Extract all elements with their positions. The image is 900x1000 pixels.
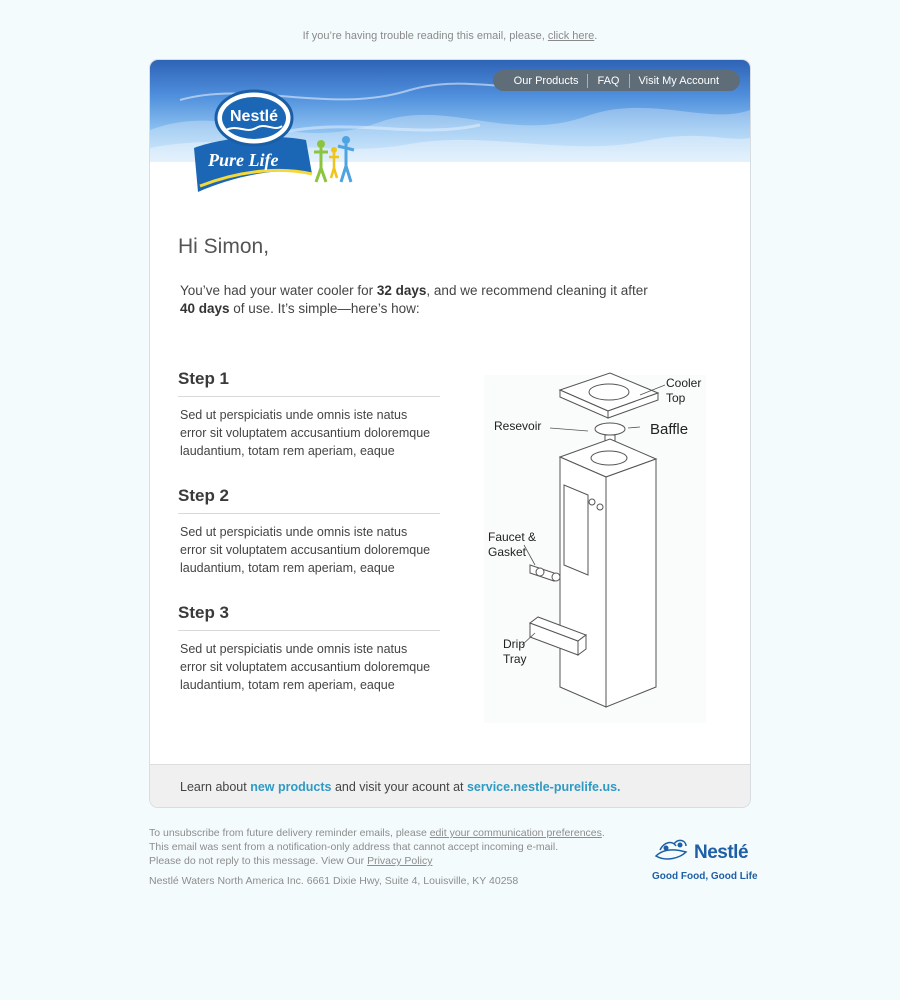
step-2 — [178, 486, 440, 577]
nav-our-products[interactable]: Our Products — [513, 74, 579, 87]
intro-text: , and we recommend cleaning it after — [426, 283, 648, 298]
preheader-text: If you’re having trouble reading this email, please, — [302, 30, 548, 42]
days-owned: 32 days — [376, 283, 427, 298]
step-title: Step 2 — [178, 486, 440, 514]
water-cooler-diagram — [480, 365, 720, 725]
label-faucet: Gasket — [488, 545, 527, 559]
label-drip-tray: Tray — [503, 652, 527, 666]
legal-line: To unsubscribe from future delivery reminder emails, please — [149, 827, 430, 839]
company-address: Nestlé Waters North America Inc. 6661 Dixie Hwy, Suite 4, Louisville, KY 40258 — [149, 875, 519, 887]
footer-text: Learn about — [180, 780, 251, 794]
step-text: Sed ut perspiciatis unde omnis iste natus error sit voluptatem accusantium doloremque laudantium, totam rem aperiam, eaque — [180, 525, 431, 575]
intro-text: You’ve had your water cooler for — [180, 283, 377, 298]
label-resevoir: Resevoir — [494, 419, 542, 433]
label-cooler-top: Cooler — [666, 376, 702, 390]
click-here-link[interactable]: click here — [547, 30, 595, 42]
pure-life-text: Pure Life — [208, 150, 279, 170]
label-faucet: Faucet & — [488, 530, 537, 544]
step-text: Sed ut perspiciatis unde omnis iste natus error sit voluptatem accusantium doloremque laudantium, totam rem aperiam, eaque — [180, 642, 431, 692]
step-title: Step 3 — [178, 603, 440, 631]
email-card — [149, 59, 751, 808]
service-site-link[interactable]: service.nestle-purelife.us. — [466, 780, 621, 794]
privacy-policy-link[interactable]: Privacy Policy — [367, 855, 433, 867]
step-title: Step 1 — [178, 369, 440, 397]
legal-line: This email was sent from a notification-only address that cannot accept incoming e-mail. — [149, 841, 559, 853]
legal-text — [149, 826, 605, 868]
legal-line: Please do not reply to this message. View Our — [149, 855, 368, 867]
nestle-logo-text: Nestlé — [229, 108, 279, 125]
label-cooler-top: Top — [666, 391, 686, 405]
nav-visit-account[interactable]: Visit My Account — [638, 74, 719, 87]
step-3 — [178, 603, 440, 694]
top-nav — [493, 70, 740, 91]
communication-preferences-link[interactable]: edit your communication preferences — [429, 827, 602, 839]
new-products-link[interactable]: new products — [250, 780, 332, 794]
step-1 — [178, 369, 440, 460]
baffle-part — [595, 423, 625, 435]
label-baffle: Baffle — [650, 421, 689, 438]
nestle-corporate-name: Nestlé — [694, 842, 749, 863]
legal-line: . — [601, 827, 605, 839]
footer-band-text — [180, 780, 621, 794]
family-figures-graphic — [314, 136, 354, 182]
footer-text: and visit your acount at — [331, 780, 467, 794]
footer-band — [150, 764, 750, 808]
preheader-suffix: . — [594, 30, 598, 42]
nestle-nest-icon — [652, 836, 692, 866]
step-text: Sed ut perspiciatis unde omnis iste natus error sit voluptatem accusantium doloremque laudantium, totam rem aperiam, eaque — [180, 408, 431, 458]
nestle-pure-life-logo[interactable] — [186, 88, 366, 200]
greeting: Hi Simon, — [178, 235, 270, 258]
days-recommended: 40 days — [180, 301, 230, 316]
intro-paragraph — [180, 282, 700, 318]
intro-text: of use. It’s simple—here’s how: — [229, 301, 420, 316]
nestle-tagline: Good Food, Good Life — [652, 871, 758, 882]
nav-faq[interactable]: FAQ — [597, 74, 620, 87]
preheader — [0, 30, 900, 42]
label-drip-tray: Drip — [503, 637, 526, 651]
